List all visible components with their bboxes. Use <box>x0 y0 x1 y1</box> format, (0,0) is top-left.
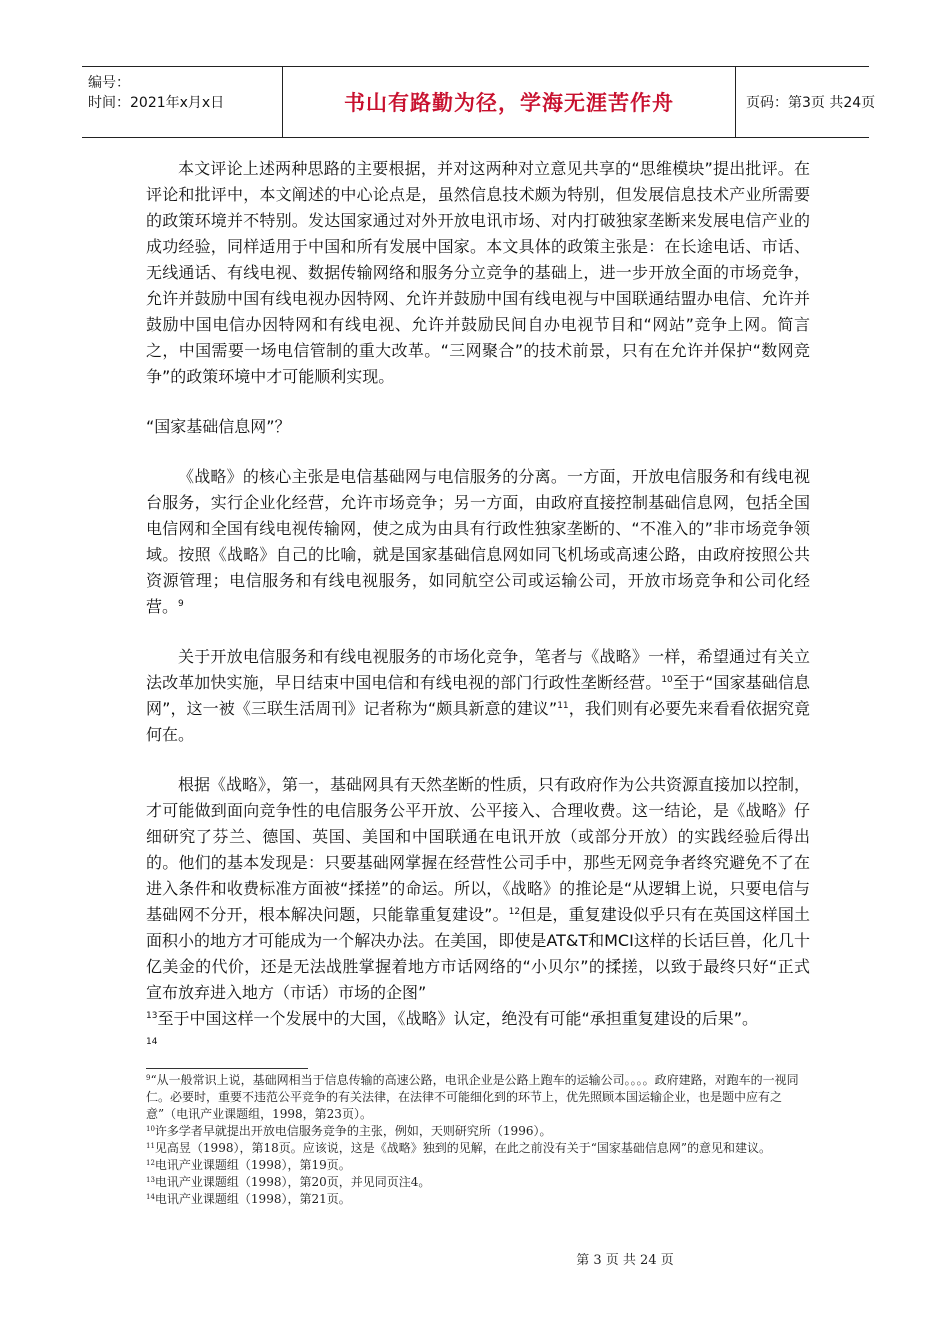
footnote-ref-13: 13 <box>146 1011 158 1021</box>
paragraph-4 <box>146 772 810 1058</box>
header-info-cell <box>82 67 282 137</box>
section-heading <box>146 414 810 440</box>
footnote-text: “从一般常识上说，基础网相当于信息传输的高速公路，电讯企业是公路上跑车的运输公司。。。。政府建路，对跑车的一视同仁。必要时，重要不违范公平竞争的有关法律，在法律不可能细化到的环节上，优先照顾本国运输企业，也是题中应有之意”（电讯产业课题组，1998，第23页）。 <box>146 1073 799 1121</box>
paragraph-2 <box>146 464 810 620</box>
paragraph-1 <box>146 156 810 390</box>
footnotes <box>146 1072 810 1208</box>
paragraph-3-text-b: 至于“国家基础信息网”，这一被《三联生活周刊》记者称为“颇具新意的建议” <box>146 673 810 718</box>
page-footer <box>0 1249 950 1268</box>
footnote-text: 许多学者早就提出开放电信服务竞争的主张，例如，天则研究所（1996）。 <box>154 1124 552 1138</box>
header-page-label: 页码：第3页 共24页 <box>746 95 876 111</box>
footnote-text: 电讯产业课题组（1998），第21页。 <box>154 1192 351 1206</box>
footnote-ref-12: 12 <box>508 907 521 917</box>
paragraph-4-text-b: 但是，重复建设似乎只有在英国这样国土面积小的地方才可能成为一个解决办法。在美国，即使是AT&T和MCI这样的长话巨兽，化几十亿美金的代价，还是无法战胜掌握着地方市话网络的“小贝尔”的揉搓，以致于最终只好“正式宣布放弃进入地方（市话）市场的企图” <box>146 905 810 1002</box>
paragraph-1-text: 本文评论上述两种思路的主要根据，并对这两种对立意见共享的“思维模块”提出批评。在评论和批评中，本文阐述的中心论点是，虽然信息技术颇为特别，但发展信息技术产业所需要的政策环境并不特别。发达国家通过对外开放电讯市场、对内打破独家垄断来发展电信产业的成功经验，同样适用于中国和所有发展中国家。本文具体的政策主张是：在长途电话、市话、无线通话、有线电视、数据传输网络和服务分立竞争的基础上，进一步开放全面的市场竞争，允许并鼓励中国有线电视办因特网、允许并鼓励中国有线电视与中国联通结盟办电信、允许并鼓励中国电信办因特网和有线电视、允许并鼓励民间自办电视节目和“网站”竞争上网。简言之，中国需要一场电信管制的重大改革。“三网聚合”的技术前景，只有在允许并保护“数网竞争”的政策环境中才可能顺利实现。 <box>146 159 810 386</box>
paragraph-4-text-a: 根据《战略》，第一，基础网具有天然垄断的性质，只有政府作为公共资源直接加以控制，才可能做到面向竞争性的电信服务公平开放、公平接入、合理收费。这一结论，是《战略》仔细研究了芬兰、德国、英国、美国和中国联通在电讯开放（或部分开放）的实践经验后得出的。他们的基本发现是：只要基础网掌握在经营性公司手中，那些无网竞争者终究避免不了在进入条件和收费标准方面被“揉搓”的命运。所以，《战略》的推论是“从逻辑上说，只要电信与基础网不分开，根本解决问题，只能靠重复建设”。 <box>146 775 811 924</box>
header-number-label: 编号： <box>88 75 130 91</box>
footnote-num: 13 <box>146 1176 155 1184</box>
footnote-ref-11: 11 <box>557 701 569 711</box>
header-time-label: 时间：2021年x月x日 <box>88 95 225 111</box>
footnote-num: 10 <box>146 1125 155 1133</box>
footnote-ref-10: 10 <box>661 675 673 685</box>
footnote-12 <box>146 1157 810 1174</box>
footnote-11 <box>146 1140 810 1157</box>
footnote-num: 14 <box>146 1193 155 1201</box>
paragraph-2-text: 《战略》的核心主张是电信基础网与电信服务的分离。一方面，开放电信服务和有线电视台服务，实行企业化经营，允许市场竞争；另一方面，由政府直接控制基础信息网，包括全国电信网和全国有线电视传输网，使之成为由具有行政性独家垄断的、“不准入的”非市场竞争领域。按照《战略》自己的比喻，就是国家基础信息网如同飞机场或高速公路，由政府按照公共资源管理；电信服务和有线电视服务，如同航空公司或运输公司，开放市场竞争和公司化经营。 <box>146 467 810 616</box>
footnote-ref-9: 9 <box>178 599 184 609</box>
footnote-9 <box>146 1072 810 1123</box>
document-body <box>146 156 810 1082</box>
paragraph-3 <box>146 644 810 748</box>
footnote-divider <box>146 1068 308 1069</box>
footnote-13 <box>146 1174 810 1191</box>
paragraph-4-text-c: 至于中国这样一个发展中的大国，《战略》认定，绝没有可能“承担重复建设的后果”。 <box>157 1009 759 1028</box>
footnote-num: 9 <box>146 1074 151 1082</box>
header-motto: 书山有路勤为径，学海无涯苦作舟 <box>282 67 736 137</box>
footnote-text: 电讯产业课题组（1998），第20页，并见同页注4。 <box>154 1175 431 1189</box>
section-heading-text: “国家基础信息网”？ <box>146 417 291 436</box>
page-number: 第 3 页 共 24 页 <box>576 1253 674 1268</box>
footnote-10 <box>146 1123 810 1140</box>
paragraph-3-text-a: 关于开放电信服务和有线电视服务的市场化竞争，笔者与《战略》一样，希望通过有关立法改革加快实施，早日结束中国电信和有线电视的部门行政性垄断经营。 <box>146 647 810 692</box>
paragraph-3-text-c: ，我们则有必要先来看看依据究竟何在。 <box>146 699 810 744</box>
footnote-text: 电讯产业课题组（1998），第19页。 <box>154 1158 351 1172</box>
page-header <box>82 66 876 138</box>
footnote-num: 12 <box>146 1159 155 1167</box>
footnote-text: 见高昱（1998），第18页。应该说，这是《战略》独到的见解，在此之前没有关于“国家基础信息网”的意见和建议。 <box>154 1141 772 1155</box>
footnote-num: 11 <box>146 1142 155 1150</box>
footnote-ref-14: 14 <box>146 1037 158 1047</box>
footnote-14 <box>146 1191 810 1208</box>
